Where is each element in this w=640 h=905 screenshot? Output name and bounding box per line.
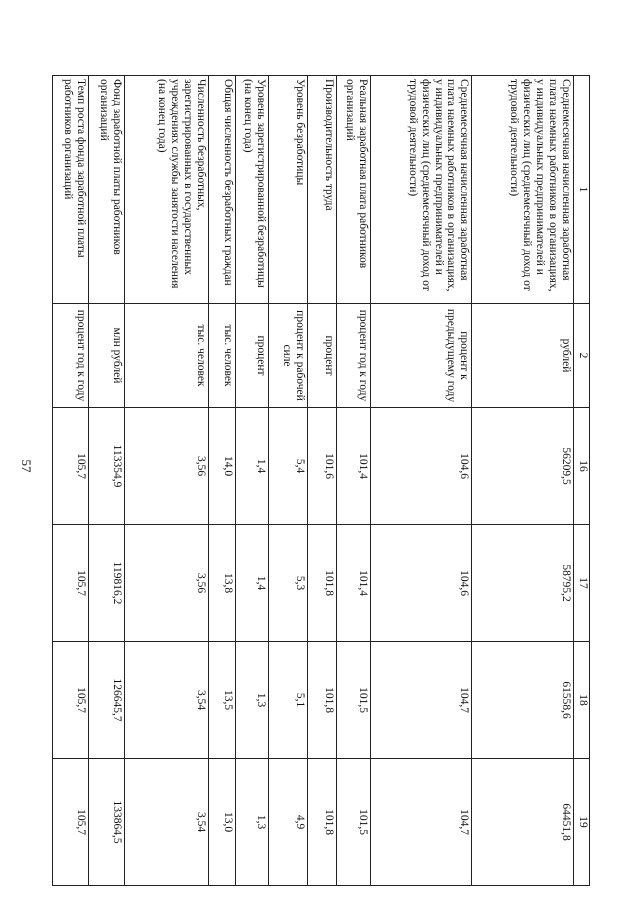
value-cell: 13,5 (208, 642, 236, 759)
value-cell: 101,4 (336, 525, 370, 642)
value-cell: 13,0 (208, 759, 236, 886)
unit-cell: процент к рабочей силе (269, 304, 308, 408)
value-cell: 101,8 (308, 759, 337, 886)
value-cell: 56209,5 (472, 408, 574, 525)
table-row (472, 76, 574, 886)
value-cell: 61558,6 (472, 642, 574, 759)
data-table-container (52, 75, 590, 885)
value-cell: 105,7 (53, 759, 89, 886)
table-row (269, 76, 308, 886)
page-number: 57 (19, 459, 34, 473)
column-header: 1 (574, 76, 590, 304)
table-row (125, 76, 209, 886)
value-cell: 4,9 (269, 759, 308, 886)
value-cell: 3,56 (125, 525, 209, 642)
indicator-cell: Среднемесячная начисленная заработная плата наемных работников в организациях, у индивидуальных предпринимателей и физических лиц (среднемесячный доход от трудовой деятельности) (370, 76, 472, 304)
value-cell: 119816,2 (89, 525, 125, 642)
column-header: 18 (574, 642, 590, 759)
value-cell: 104,7 (370, 642, 472, 759)
header-row (574, 76, 590, 886)
indicator-cell: Фонд заработной платы работников организаций (89, 76, 125, 304)
indicator-cell: Общая численность безработных граждан (208, 76, 236, 304)
value-cell: 3,56 (125, 408, 209, 525)
column-header: 2 (574, 304, 590, 408)
value-cell: 101,5 (336, 642, 370, 759)
value-cell: 64451,8 (472, 759, 574, 886)
value-cell: 126645,7 (89, 642, 125, 759)
table-row (336, 76, 370, 886)
column-header: 17 (574, 525, 590, 642)
indicator-cell: Численность безработных, зарегистрированных в государственных учреждениях службы занятости населения (на конец года) (125, 76, 209, 304)
value-cell: 101,5 (336, 759, 370, 886)
value-cell: 104,7 (370, 759, 472, 886)
indicator-cell: Уровень зарегистрированной безработицы (на конец года) (236, 76, 269, 304)
unit-cell: процент год к году (336, 304, 370, 408)
value-cell: 104,6 (370, 525, 472, 642)
value-cell: 58795,2 (472, 525, 574, 642)
table-row (308, 76, 337, 886)
value-cell: 13,8 (208, 525, 236, 642)
table-row (370, 76, 472, 886)
unit-cell: процент год к году (53, 304, 89, 408)
value-cell: 1,3 (236, 759, 269, 886)
indicator-cell: Темп роста фонда заработной платы работников организаций (53, 76, 89, 304)
value-cell: 5,3 (269, 525, 308, 642)
unit-cell: млн рублей (89, 304, 125, 408)
value-cell: 1,4 (236, 525, 269, 642)
unit-cell: тыс. человек (208, 304, 236, 408)
value-cell: 5,4 (269, 408, 308, 525)
indicator-cell: Производительность труда (308, 76, 337, 304)
value-cell: 133864,5 (89, 759, 125, 886)
value-cell: 113354,9 (89, 408, 125, 525)
indicators-table (52, 75, 590, 886)
value-cell: 105,7 (53, 408, 89, 525)
value-cell: 101,8 (308, 525, 337, 642)
column-header: 16 (574, 408, 590, 525)
unit-cell: процент (308, 304, 337, 408)
value-cell: 1,4 (236, 408, 269, 525)
unit-cell: рублей (472, 304, 574, 408)
value-cell: 3,54 (125, 759, 209, 886)
value-cell: 3,54 (125, 642, 209, 759)
unit-cell: тыс. человек (125, 304, 209, 408)
table-row (53, 76, 89, 886)
value-cell: 14,0 (208, 408, 236, 525)
unit-cell: процент к предыдущему году (370, 304, 472, 408)
table-row (236, 76, 269, 886)
value-cell: 101,6 (308, 408, 337, 525)
indicator-cell: Уровень безработицы (269, 76, 308, 304)
value-cell: 1,3 (236, 642, 269, 759)
unit-cell: процент (236, 304, 269, 408)
value-cell: 5,1 (269, 642, 308, 759)
value-cell: 104,6 (370, 408, 472, 525)
value-cell: 105,7 (53, 642, 89, 759)
indicator-cell: Среднемесячная начисленная заработная плата наемных работников в организациях, у индивидуальных предпринимателей и физических лиц (среднемесячный доход от трудовой деятельности) (472, 76, 574, 304)
indicator-cell: Реальная заработная плата работников организаций (336, 76, 370, 304)
table-row (208, 76, 236, 886)
value-cell: 101,4 (336, 408, 370, 525)
table-row (89, 76, 125, 886)
value-cell: 105,7 (53, 525, 89, 642)
column-header: 19 (574, 759, 590, 886)
value-cell: 101,8 (308, 642, 337, 759)
